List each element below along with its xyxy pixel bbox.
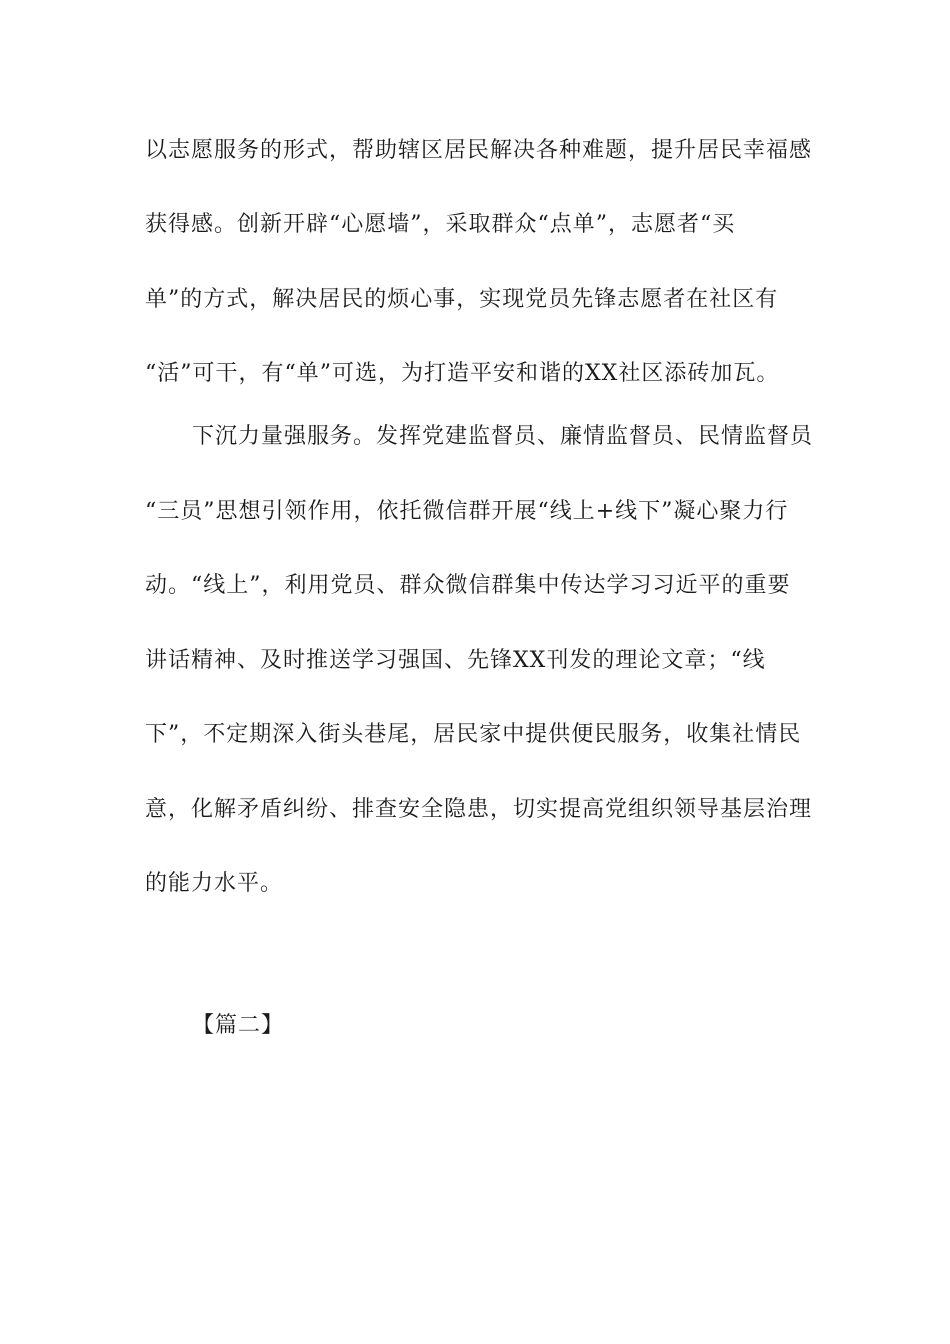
paragraph-line-1: 以志愿服务的形式，帮助辖区居民解决各种难题，提升居民幸福感 — [145, 138, 813, 163]
paragraph-line-7: 动。“线上”，利用党员、群众微信群集中传达学习习近平的重要 — [145, 573, 791, 598]
paragraph-line-10: 意，化解矛盾纠纷、排查安全隐患，切实提高党组织领导基层治理 — [145, 797, 813, 822]
paragraph-line-3: 单”的方式，解决居民的烦心事，实现党员先锋志愿者在社区有 — [145, 287, 779, 312]
section-heading: 【篇二】 — [192, 1013, 285, 1038]
paragraph-line-2: 获得感。创新开辟“心愿墙”，采取群众“点单”，志愿者“买 — [145, 212, 736, 237]
paragraph-line-6: “三员”思想引领作用，依托微信群开展“线上+线下”凝心聚力行 — [145, 499, 789, 524]
paragraph-line-11: 的能力水平。 — [145, 871, 284, 896]
paragraph-line-9: 下”，不定期深入街头巷尾，居民家中提供便民服务，收集社情民 — [145, 722, 802, 747]
paragraph-line-5: 下沉力量强服务。发挥党建监督员、廉情监督员、民情监督员 — [192, 424, 814, 449]
paragraph-line-4: “活”可干，有“单”可选，为打造平安和谐的XX社区添砖加瓦。 — [145, 361, 780, 386]
paragraph-line-8: 讲话精神、及时推送学习强国、先锋XX刊发的理论文章；“线 — [145, 648, 766, 673]
